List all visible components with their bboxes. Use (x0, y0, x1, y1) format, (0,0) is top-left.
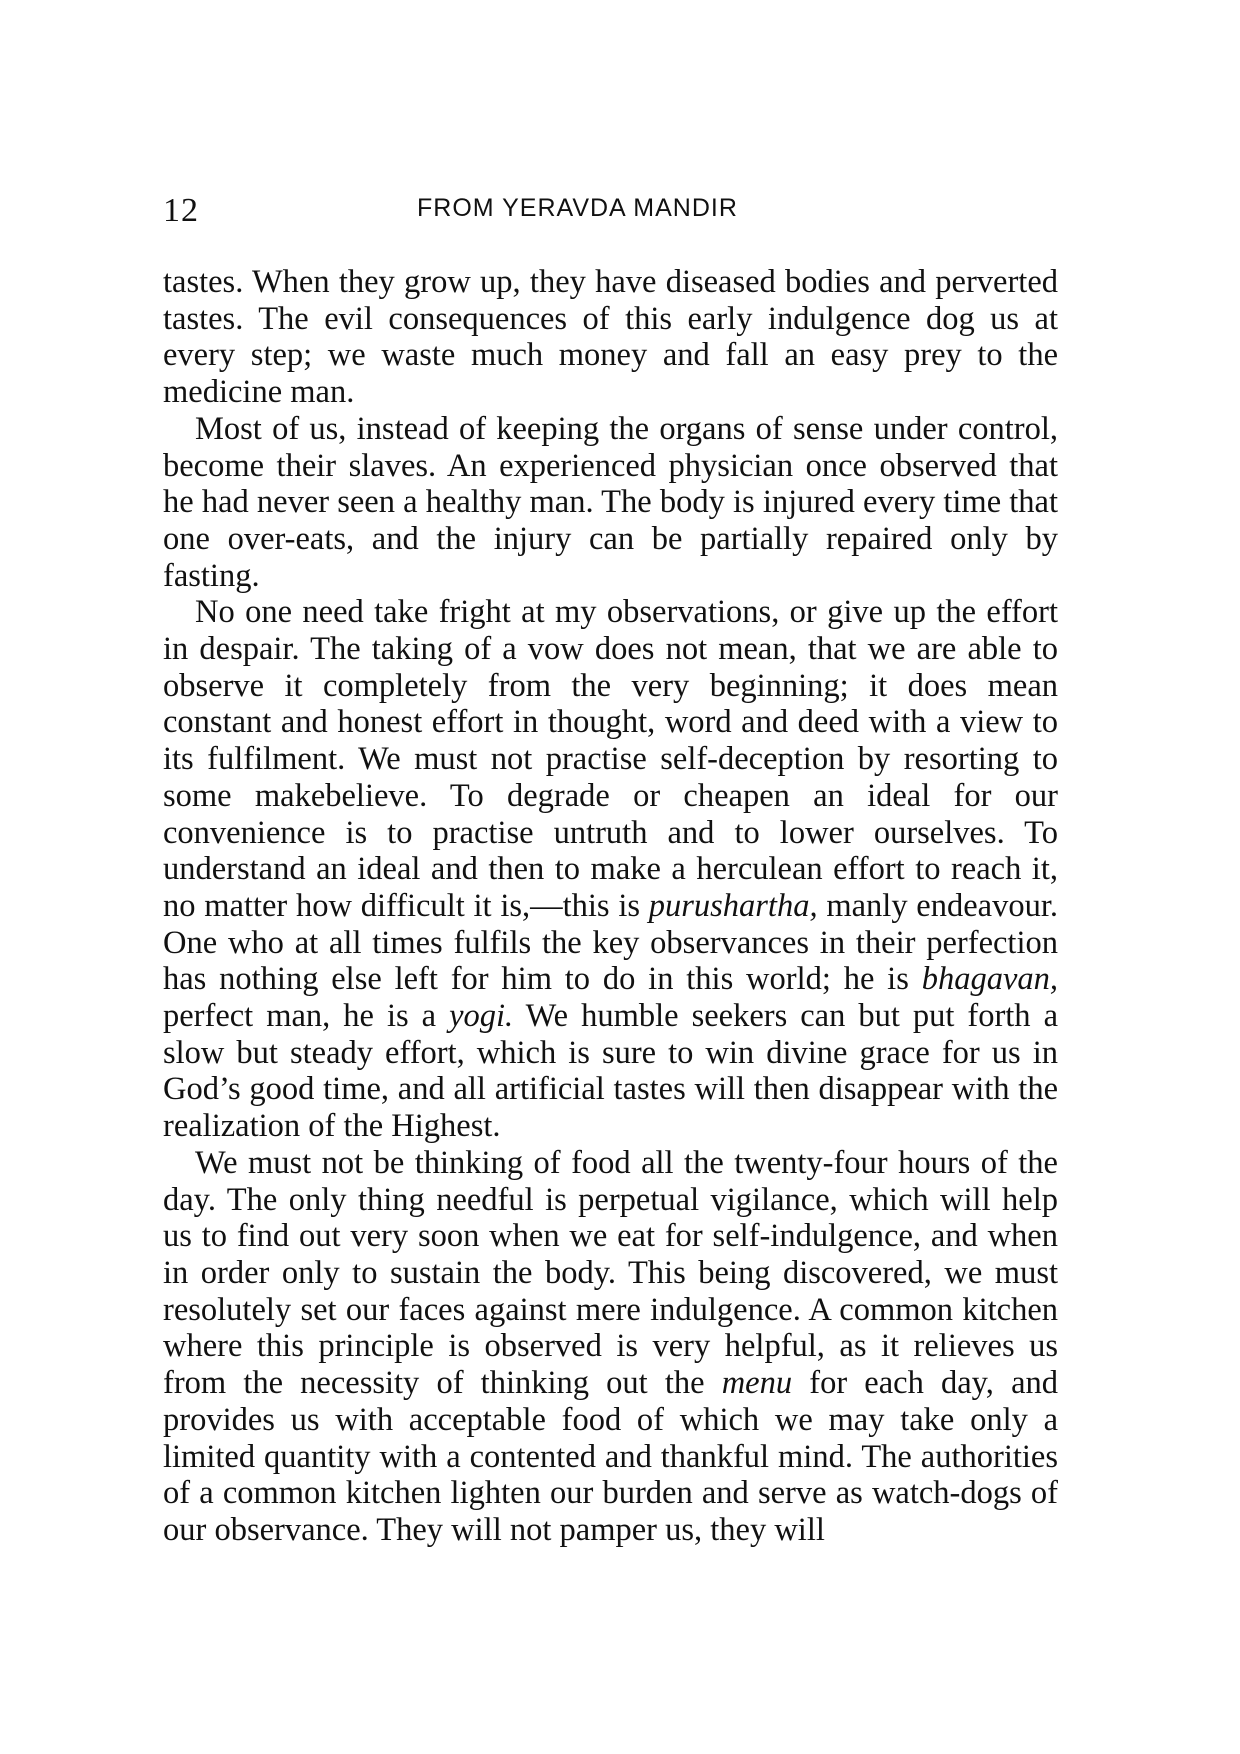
text-segment: Most of us, instead of keeping the organs of sense under control, become their slaves. An experienced physician once observed that he had never seen a healthy man. The body is injured every time that one over-eats, and the injury can be partially repaired only by fasting. (163, 410, 1058, 594)
body-text (163, 264, 1058, 1549)
running-title: FROM YERAVDA MANDIR (417, 194, 738, 222)
italic-term: purushartha, (648, 887, 818, 924)
italic-term: yogi. (449, 998, 514, 1035)
page-number: 12 (163, 192, 199, 229)
text-segment: We humble seekers can but put forth a slow but steady effort, which is sure to win divine grace for us in God’s good time, and all artificial tastes will then disappear with the realization of the Highest. (163, 998, 1058, 1145)
paragraph (163, 594, 1058, 1145)
paragraph (163, 264, 1058, 411)
text-segment: manly endeavour. One who at all times fulfils the key observances in their perfection has nothing else left for him to do in this world; he is (163, 887, 1058, 998)
paragraph (163, 411, 1058, 595)
italic-term: bhagavan, (921, 961, 1058, 998)
text-segment: No one need take fright at my observations, or give up the effort in despair. The taking of a vow does not mean, that we are able to observe it completely from the very beginning; it does mean constant and honest effort in thought, word and deed with a view to its fulfilment. We must not practise self-deception by resorting to some makebelieve. To degrade or cheapen an ideal for our convenience is to practise untruth and to lower ourselves. To understand an ideal and then to make a herculean effort to reach it, no matter how difficult it is,—this is (163, 594, 1058, 924)
text-segment: perfect man, he is a (163, 998, 450, 1035)
text-segment: for each day, and provides us with acceptable food of which we may take only a limited quantity with a contented and thankful mind. The authorities of a common kitchen lighten our burden and serve as watch-dogs of our observance. They will not pamper us, they will (163, 1365, 1058, 1548)
italic-term: menu (721, 1365, 793, 1402)
paragraph (163, 1145, 1058, 1549)
page-header (163, 178, 1063, 228)
text-segment: tastes. When they grow up, they have diseased bodies and perverted tastes. The evil consequences of this early indulgence dog us at every step; we waste much money and fall an easy prey to the medicine man. (163, 264, 1058, 411)
text-segment: We must not be thinking of food all the twenty-four hours of the day. The only thing needful is perpetual vigilance, which will help us to find out very soon when we eat for self-indulgence, and when in order only to sustain the body. This being discovered, we must resolutely set our faces against mere indulgence. A common kitchen where this principle is observed is very helpful, as it relieves us from the necessity of thinking out the (163, 1144, 1058, 1402)
